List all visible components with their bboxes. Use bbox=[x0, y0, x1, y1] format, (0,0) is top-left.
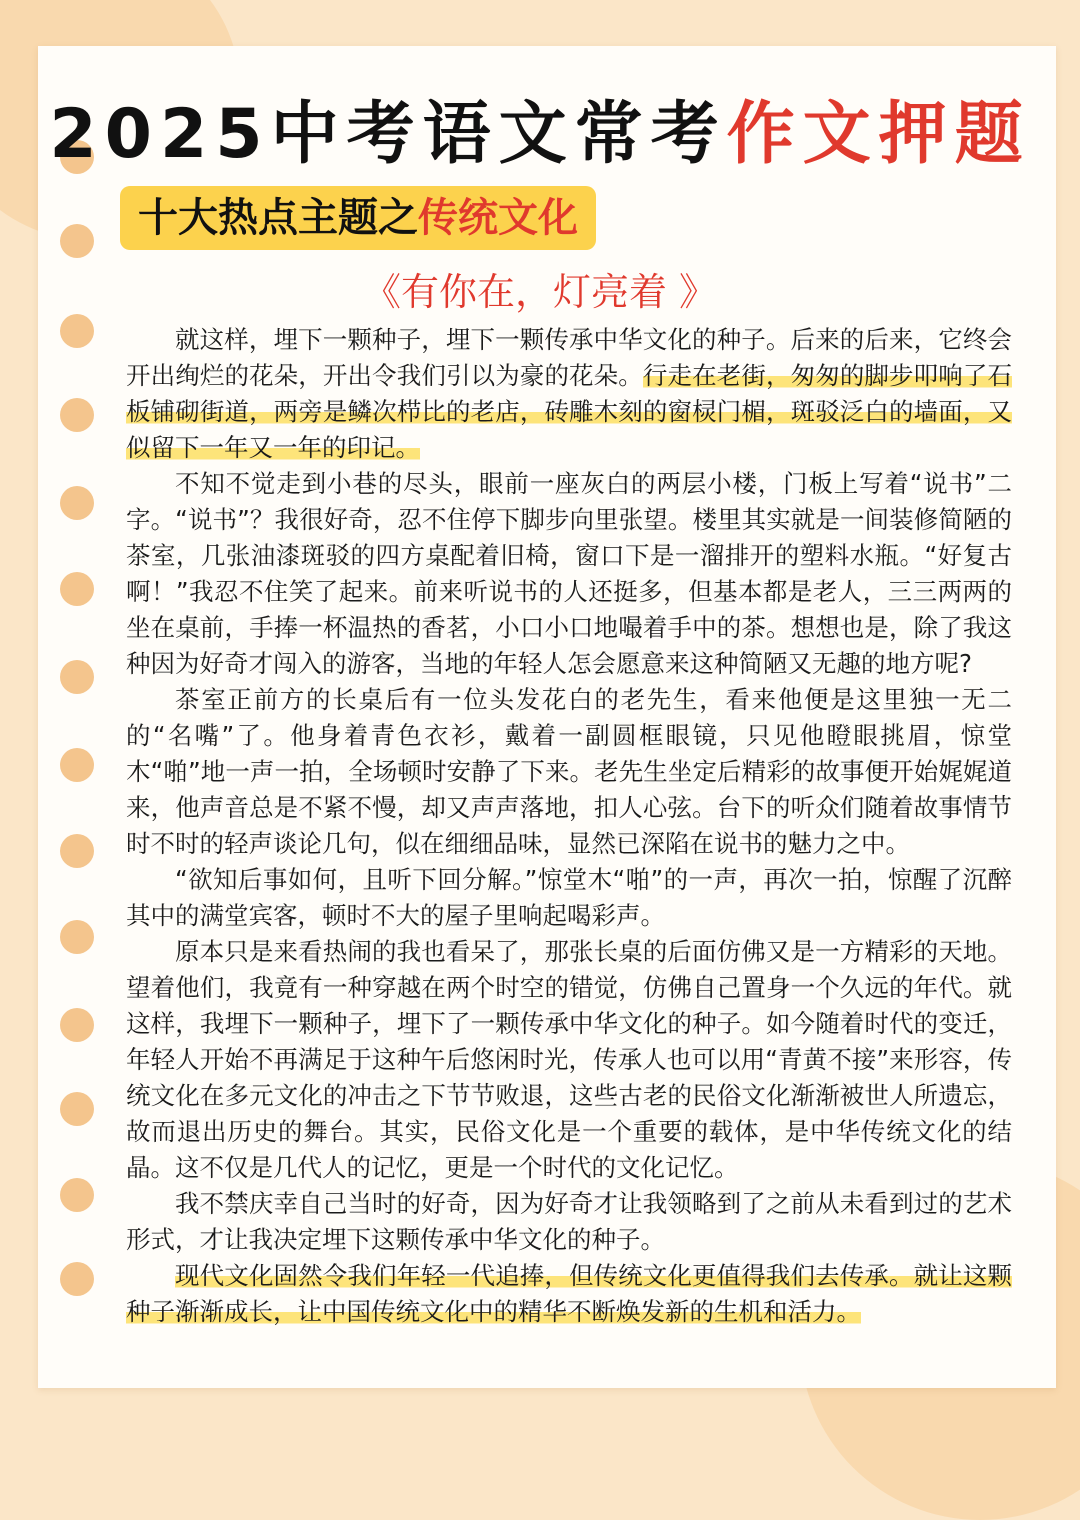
binder-hole bbox=[60, 660, 94, 694]
paragraph-text: 就这样，埋下一颗种子，埋下一颗传承中华文化的种子。后来的后来，它终会开出绚烂的花朵，开出令我们引以为豪的花朵。 bbox=[126, 325, 1012, 390]
binder-hole bbox=[60, 1262, 94, 1296]
essay-paragraph-7 bbox=[126, 1258, 1012, 1330]
page-title bbox=[0, 80, 1080, 174]
essay-paragraph-4: “欲知后事如何，且听下回分解。”惊堂木“啪”的一声，再次一拍，惊醒了沉醉其中的满堂宾客，顿时不大的屋子里响起喝彩声。 bbox=[126, 865, 1012, 930]
essay-title: 《有你在，灯亮着 》 bbox=[362, 270, 718, 314]
essay-paragraph-6: 我不禁庆幸自己当时的好奇，因为好奇才让我领略到了之前从未看到过的艺术形式，才让我决定埋下这颗传承中华文化的种子。 bbox=[126, 1189, 1012, 1254]
title-red-part: 作文押题 bbox=[726, 95, 1031, 174]
binder-hole bbox=[60, 398, 94, 432]
binder-hole bbox=[60, 1092, 94, 1126]
essay-paragraph-5: 原本只是来看热闹的我也看呆了，那张长桌的后面仿佛又是一方精彩的天地。望着他们，我竟有一种穿越在两个时空的错觉，仿佛自己置身一个久远的年代。就这样，我埋下一颗种子，埋下了一颗传承中华文化的种子。如今随着时代的变迁，年轻人开始不再满足于这种午后悠闲时光，传承人也可以用“青黄不接”来形容，传统文化在多元文化的冲击之下节节败退，这些古老的民俗文化渐渐被世人所遗忘，故而退出历史的舞台。其实，民俗文化是一个重要的载体，是中华传统文化的结晶。这不仅是几代人的记忆，更是一个时代的文化记忆。 bbox=[126, 937, 1012, 1182]
subtitle-black-part: 十大热点主题之 bbox=[138, 195, 418, 241]
subtitle-red-part: 传统文化 bbox=[418, 195, 578, 241]
binder-hole bbox=[60, 834, 94, 868]
highlighted-text: 行走在老街，匆匆的脚步叩响了石板铺砌街道，两旁是鳞次栉比的老店，砖雕木刻的窗棂门楣，斑驳泛白的墙面，又似留下一年又一年的印记。 bbox=[126, 361, 1013, 462]
binder-hole bbox=[60, 920, 94, 954]
essay-paragraph-1 bbox=[126, 322, 1012, 466]
binder-hole bbox=[60, 314, 94, 348]
highlighted-text: 现代文化固然令我们年轻一代追捧，但传统文化更值得我们去传承。就让这颗种子渐渐成长，让中国传统文化中的精华不断焕发新的生机和活力。 bbox=[126, 1261, 1012, 1326]
subtitle-banner bbox=[120, 186, 596, 250]
subtitle-label bbox=[120, 186, 596, 250]
binder-hole bbox=[60, 1178, 94, 1212]
binder-hole bbox=[60, 486, 94, 520]
title-black-part: 2025中考语文常考 bbox=[49, 95, 727, 174]
binder-hole bbox=[60, 572, 94, 606]
essay-paragraph-2: 不知不觉走到小巷的尽头，眼前一座灰白的两层小楼，门板上写着“说书”二字。“说书”？我很好奇，忍不住停下脚步向里张望。楼里其实就是一间装修简陋的茶室，几张油漆斑驳的四方桌配着旧椅，窗口下是一溜排开的塑料水瓶。“好复古啊！”我忍不住笑了起来。前来听说书的人还挺多，但基本都是老人，三三两两的坐在桌前，手捧一杯温热的香茗，小口小口地嘬着手中的茶。想想也是，除了我这种因为好奇才闯入的游客，当地的年轻人怎会愿意来这种简陋又无趣的地方呢? bbox=[126, 469, 1012, 678]
binder-hole bbox=[60, 1008, 94, 1042]
essay-body bbox=[126, 322, 1012, 1330]
binder-hole bbox=[60, 224, 94, 258]
essay-paragraph-3: 茶室正前方的长桌后有一位头发花白的老先生，看来他便是这里独一无二的“名嘴”了。他身着青色衣衫，戴着一副圆框眼镜，只见他瞪眼挑眉，惊堂木“啪”地一声一拍，全场顿时安静了下来。老先生坐定后精彩的故事便开始娓娓道来，他声音总是不紧不慢，却又声声落地，扣人心弦。台下的听众们随着故事情节时不时的轻声谈论几句，似在细细品味，显然已深陷在说书的魅力之中。 bbox=[126, 685, 1012, 858]
binder-hole bbox=[60, 748, 94, 782]
